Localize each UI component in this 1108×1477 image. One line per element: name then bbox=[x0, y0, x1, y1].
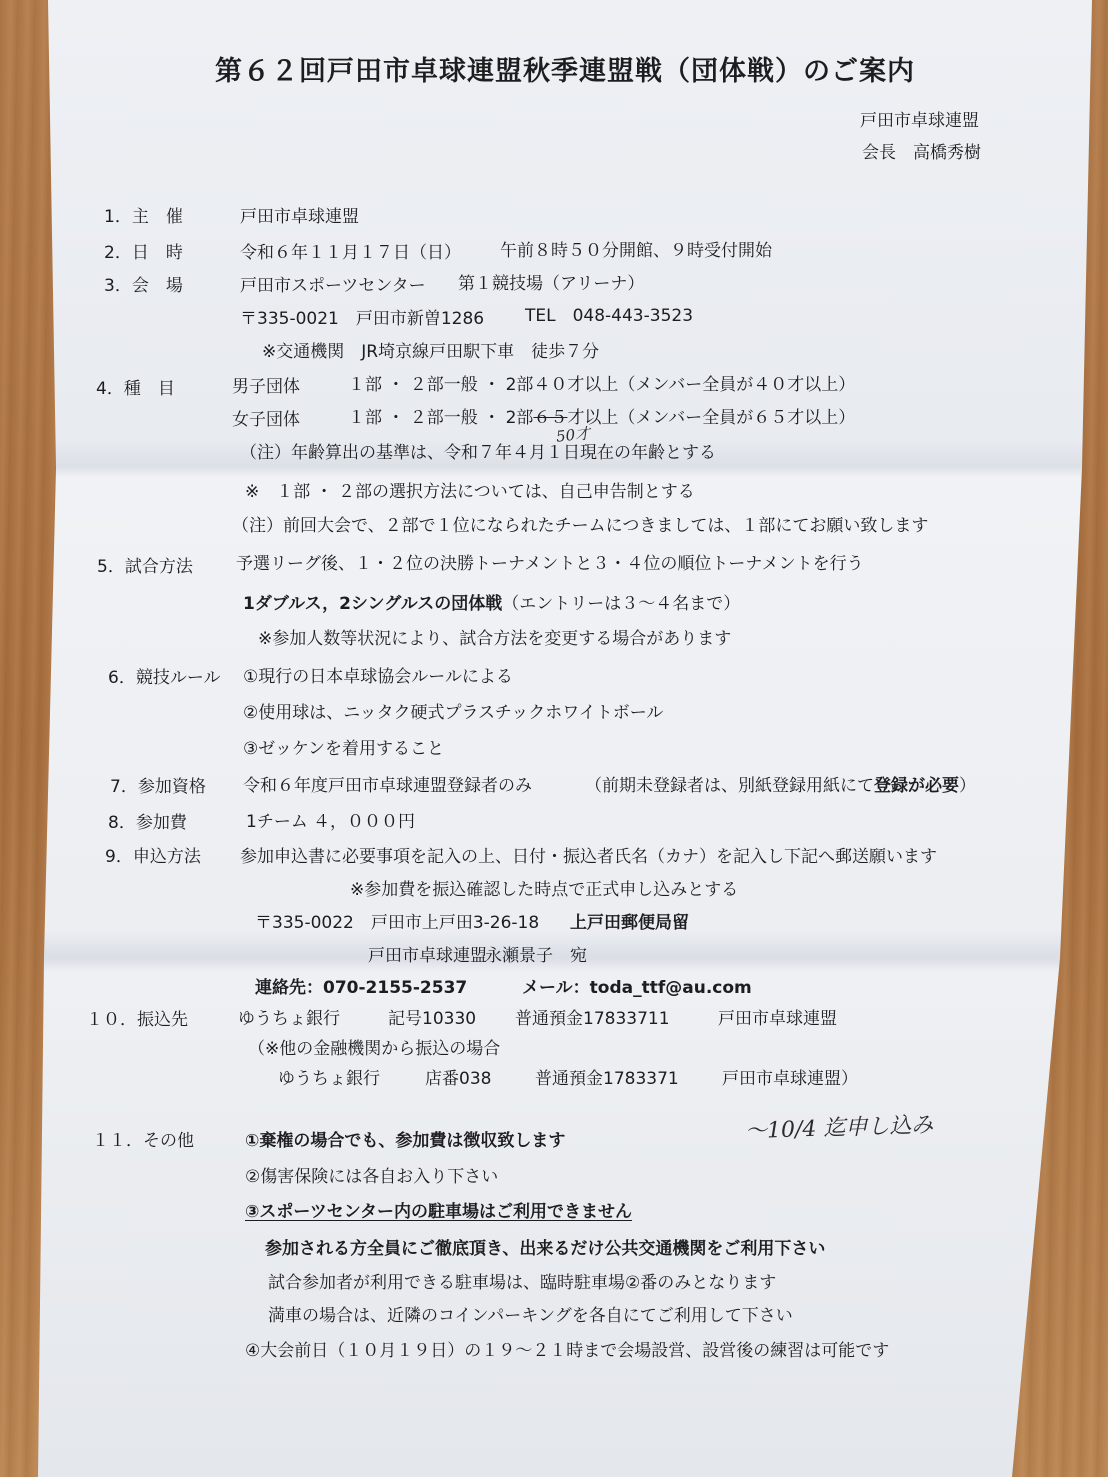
bank-name: ゆうちょ銀行 bbox=[238, 1009, 340, 1029]
contact-email: メール：toda_ttf@au.com bbox=[522, 978, 752, 998]
handwritten-age-correction: 50才 bbox=[555, 424, 591, 446]
venue-transport: ※交通機関 JR埼京線戸田駅下車 徒歩７分 bbox=[262, 342, 600, 362]
section-number: １１． bbox=[92, 1131, 143, 1151]
section-label: 競技ルール bbox=[135, 668, 221, 688]
bank-symbol: 記号10330 bbox=[388, 1009, 477, 1029]
other-item-3: ③スポーツセンター内の駐車場はご利用できません bbox=[245, 1202, 633, 1222]
application-note: ※参加費を振込確認した時点で正式申し込みとする bbox=[350, 880, 739, 900]
section-3-heading bbox=[104, 275, 183, 297]
section-10-heading bbox=[86, 1009, 188, 1031]
division-note: ※ １部 ・ ２部の選択方法については、自己申告制とする bbox=[245, 482, 695, 502]
recipient-name: 永瀬景子 宛 bbox=[485, 946, 587, 966]
section-5-heading bbox=[97, 556, 193, 578]
women-divisions-text: １部 ・ ２部一般 ・ 2部 bbox=[348, 408, 534, 428]
section-4-heading bbox=[96, 378, 175, 400]
struck-age: ６５ bbox=[533, 408, 568, 428]
other-bank-name: ゆうちょ銀行 bbox=[278, 1069, 380, 1089]
eligibility: 令和６年度戸田市卓球連盟登録者のみ bbox=[243, 776, 532, 796]
venue-tel: TEL 048-443-3523 bbox=[525, 306, 694, 326]
parking-note-2: 満車の場合は、近隣のコインパーキングを各自にてご利用して下さい bbox=[268, 1306, 793, 1326]
section-number: 9． bbox=[105, 847, 133, 867]
fee-amount: ４，０００円 bbox=[313, 812, 415, 832]
age-note: （注）年齢算出の基準は、令和７年４月１日現在の年齢とする bbox=[240, 443, 716, 463]
match-method: 予選リーグ後、１・２位の決勝トーナメントと３・４位の順位トーナメントを行う bbox=[236, 554, 864, 574]
venue-name: 戸田市スポーツセンター bbox=[240, 276, 426, 296]
section-number: 6． bbox=[108, 668, 136, 688]
section-number: 8． bbox=[108, 813, 136, 833]
section-label: 申込方法 bbox=[132, 847, 201, 867]
issuer-org: 戸田市卓球連盟 bbox=[860, 111, 979, 131]
event-date: 令和６年１１月１７日（日） bbox=[240, 243, 461, 263]
section-6-heading bbox=[108, 667, 221, 689]
handwritten-deadline: ～10/4 迄申し込み bbox=[744, 1112, 934, 1145]
post-office: 上戸田郵便局留 bbox=[570, 913, 689, 933]
section-label: 会 場 bbox=[131, 276, 183, 296]
section-label: 主 催 bbox=[131, 207, 183, 227]
parking-public-transport-note: 参加される方全員にご徹底頂き、出来るだけ公共交通機関をご利用下さい bbox=[265, 1239, 826, 1259]
mailing-address: 〒335-0022 戸田市上戸田3-26-18 bbox=[255, 913, 540, 933]
section-label: その他 bbox=[143, 1131, 194, 1151]
event-time: 午前８時５０分開館、９時受付開始 bbox=[500, 241, 772, 261]
section-label: 振込先 bbox=[137, 1010, 188, 1030]
other-account-holder: 戸田市卓球連盟） bbox=[722, 1069, 858, 1089]
section-1-heading bbox=[104, 206, 183, 228]
other-bank-branch: 店番038 bbox=[425, 1069, 492, 1089]
document-title: 第６２回戸田市卓球連盟秋季連盟戦（団体戦）のご案内 bbox=[215, 56, 915, 87]
section-2-heading bbox=[104, 242, 183, 264]
other-bank-note: （※他の金融機関から振込の場合 bbox=[248, 1039, 501, 1059]
section-9-heading bbox=[105, 846, 201, 868]
venue-postal-address: 〒335-0021 戸田市新曽1286 bbox=[240, 309, 485, 329]
eligibility-note-text: （前期未登録者は、別紙登録用紙にて bbox=[585, 776, 874, 796]
issuer-president: 会長 高橋秀樹 bbox=[862, 143, 981, 163]
section-label: 参加資格 bbox=[137, 777, 206, 797]
bank-account: 普通預金17833711 bbox=[515, 1009, 670, 1029]
rule-2: ②使用球は、ニッタク硬式プラスチックホワイトボール bbox=[243, 703, 664, 723]
match-format bbox=[243, 593, 740, 615]
match-format-entry: （エントリーは３～４名まで） bbox=[502, 594, 741, 614]
section-number: 7． bbox=[110, 777, 138, 797]
other-item-2: ②傷害保険には各自お入り下さい bbox=[245, 1167, 499, 1187]
other-bank-account: 普通預金1783371 bbox=[535, 1069, 679, 1089]
section-label: 日 時 bbox=[131, 243, 183, 263]
match-format-bold: 1ダブルス，2シングルスの団体戦 bbox=[243, 594, 503, 614]
women-divisions-rest: 才以上（メンバー全員が６５才以上） bbox=[567, 408, 856, 428]
women-team-divisions bbox=[348, 407, 855, 429]
application-method: 参加申込書に必要事項を記入の上、日付・振込者氏名（カナ）を記入し下記へ郵送願います bbox=[240, 847, 937, 867]
registration-required: 登録が必要 bbox=[874, 776, 959, 796]
rule-3: ③ゼッケンを着用すること bbox=[243, 739, 445, 759]
eligibility-note-close: ） bbox=[959, 776, 976, 796]
section-number: 5． bbox=[97, 557, 125, 577]
venue-hall: 第１競技場（アリーナ） bbox=[458, 274, 645, 294]
section-label: 試合方法 bbox=[124, 557, 193, 577]
section-label: 参加費 bbox=[135, 813, 187, 833]
previous-winner-note: （注）前回大会で、２部で１位になられたチームにつきましては、１部にてお願い致します bbox=[232, 516, 929, 536]
section-number: 1． bbox=[104, 207, 132, 227]
other-item-1: ①棄権の場合でも、参加費は徴収致します bbox=[245, 1131, 566, 1151]
men-team-label: 男子団体 bbox=[232, 377, 300, 397]
section-number: 4． bbox=[96, 379, 124, 399]
parking-note-1: 試合参加者が利用できる駐車場は、臨時駐車場②番のみとなります bbox=[268, 1273, 777, 1293]
other-item-4: ④大会前日（１０月１９日）の１９～２１時まで会場設営、設営後の練習は可能です bbox=[245, 1341, 890, 1361]
rule-1: ①現行の日本卓球協会ルールによる bbox=[243, 667, 513, 687]
section-number: １０． bbox=[86, 1010, 137, 1030]
match-method-note: ※参加人数等状況により、試合方法を変更する場合があります bbox=[258, 629, 732, 649]
section-number: 2． bbox=[104, 243, 132, 263]
women-team-label: 女子団体 bbox=[232, 410, 300, 430]
contact-phone: 連絡先：070-2155-2537 bbox=[255, 978, 468, 998]
recipient-org: 戸田市卓球連盟 bbox=[368, 946, 487, 966]
section-number: 3． bbox=[104, 276, 132, 296]
section-8-heading bbox=[108, 812, 187, 834]
fee-unit: 1チーム bbox=[246, 812, 308, 832]
men-team-divisions: １部 ・ ２部一般 ・ 2部４０才以上（メンバー全員が４０才以上） bbox=[348, 375, 856, 395]
eligibility-note bbox=[585, 775, 976, 797]
section-7-heading bbox=[110, 776, 206, 798]
section-label: 種 目 bbox=[123, 379, 175, 399]
organizer-value: 戸田市卓球連盟 bbox=[240, 207, 359, 227]
section-11-heading bbox=[92, 1130, 194, 1152]
account-holder: 戸田市卓球連盟 bbox=[718, 1009, 837, 1029]
